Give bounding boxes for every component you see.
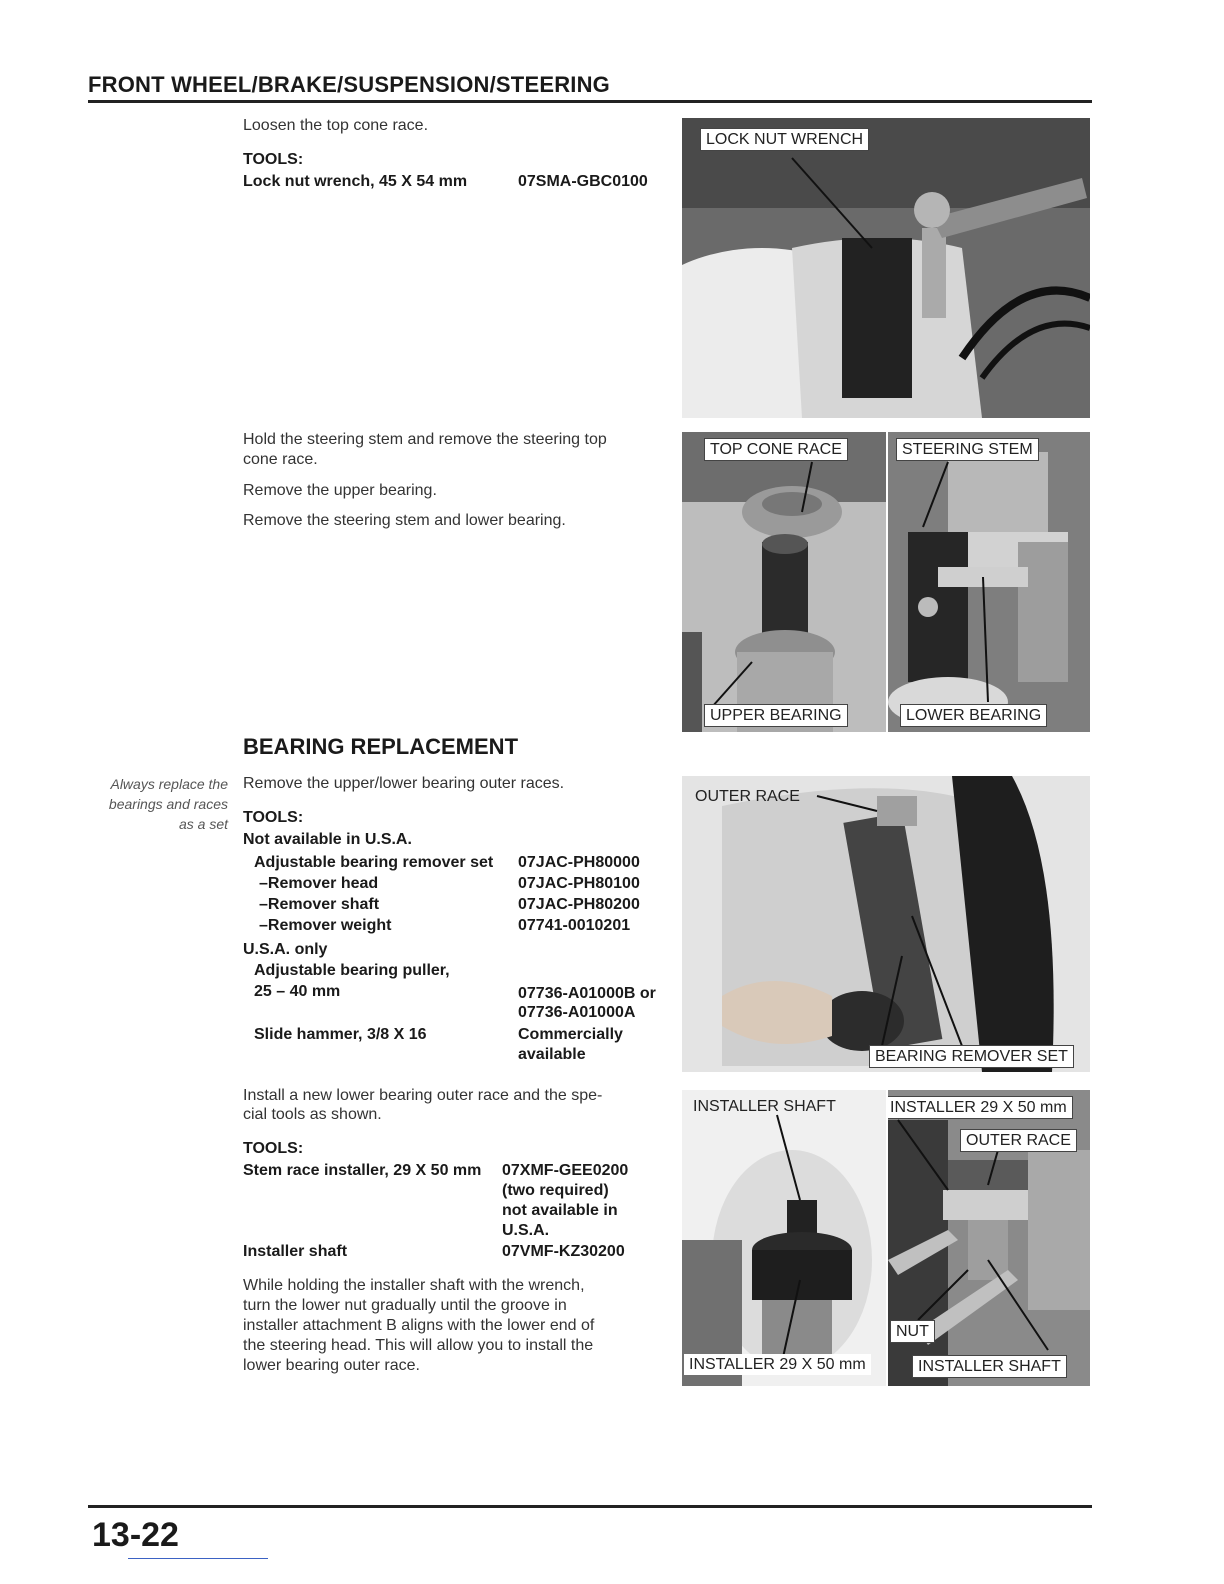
tool-row: [259, 894, 640, 915]
side-note-line3: as a set: [178, 816, 228, 832]
tool-row: [254, 852, 640, 873]
section1-intro: Loosen the top cone race.: [243, 117, 429, 134]
tool-code: 07JAC-PH80000: [518, 854, 640, 871]
section2-p2: Remove the upper bearing.: [243, 482, 437, 499]
page-number: 13-22: [92, 1516, 179, 1554]
puller-code1: 07736-A01000B or: [518, 985, 656, 1002]
photo-steering-stem: [888, 432, 1090, 732]
photo-top-cone-race: [682, 432, 886, 732]
stem-code2: (two required): [502, 1182, 609, 1199]
tool-row: [259, 915, 640, 936]
photo-installer-nut: [888, 1090, 1090, 1386]
page-link-underline: [128, 1558, 268, 1559]
tool-row: [259, 873, 640, 894]
section2-p3: Remove the steering stem and lower bearing.: [243, 512, 566, 529]
section2-p1-line2: cone race.: [243, 451, 318, 468]
callout-installer-shaft-left: INSTALLER SHAFT: [693, 1098, 836, 1115]
page-title: FRONT WHEEL/BRAKE/SUSPENSION/STEERING: [88, 72, 610, 97]
tool-name: –Remover head: [259, 875, 379, 892]
stem-code4: U.S.A.: [502, 1222, 550, 1239]
callout-outer-race: OUTER RACE: [695, 788, 800, 805]
stem-name: Stem race installer, 29 X 50 mm: [243, 1162, 482, 1179]
photo-lock-nut-wrench: [682, 118, 1090, 418]
install-p1-line2: cial tools as shown.: [243, 1106, 382, 1123]
side-note-line2: bearings and races: [108, 796, 228, 812]
callout-installer-29-bottom: INSTALLER 29 X 50 mm: [684, 1354, 871, 1375]
install-p2-line1: While holding the installer shaft with the wrench,: [243, 1277, 585, 1294]
callout-installer-29-top: INSTALLER 29 X 50 mm: [888, 1096, 1073, 1119]
puller-code2: 07736-A01000A: [518, 1004, 636, 1021]
callout-nut: NUT: [890, 1320, 935, 1343]
install-p1-line1: Install a new lower bearing outer race and the spe-: [243, 1087, 603, 1104]
callout-lower-bearing: LOWER BEARING: [900, 704, 1047, 727]
not-available-usa: Not available in U.S.A.: [243, 831, 412, 848]
section1-tool-name: Lock nut wrench, 45 X 54 mm: [243, 173, 468, 190]
callout-installer-shaft-right: INSTALLER SHAFT: [912, 1355, 1067, 1378]
tool-name: Adjustable bearing remover set: [254, 854, 494, 871]
install-p2-line3: installer attachment B aligns with the lower end of: [243, 1317, 595, 1334]
bearing-tools-label: TOOLS:: [243, 809, 304, 826]
tool-code: 07JAC-PH80200: [518, 896, 640, 913]
install-tools-label: TOOLS:: [243, 1140, 304, 1157]
callout-bearing-remover-set: BEARING REMOVER SET: [869, 1045, 1074, 1068]
hammer-code2: available: [518, 1046, 586, 1063]
tool-code: 07JAC-PH80100: [518, 875, 640, 892]
usa-only: U.S.A. only: [243, 941, 328, 958]
bearing-heading: BEARING REPLACEMENT: [243, 734, 519, 759]
puller-line1: Adjustable bearing puller,: [254, 962, 450, 979]
section1-tool-code: 07SMA-GBC0100: [518, 173, 648, 190]
stem-code1: 07XMF-GEE0200: [502, 1162, 629, 1179]
section2-p1-line1: Hold the steering stem and remove the steering top: [243, 431, 607, 448]
tool-name: –Remover weight: [259, 917, 392, 934]
callout-steering-stem: STEERING STEM: [896, 438, 1039, 461]
callout-outer-race-2: OUTER RACE: [960, 1129, 1077, 1152]
photo-bearing-remover: [682, 776, 1090, 1072]
hammer-code1: Commercially: [518, 1026, 623, 1043]
install-p2-line4: the steering head. This will allow you to install the: [243, 1337, 594, 1354]
stem-code3: not available in: [502, 1202, 618, 1219]
section1-tools-label: TOOLS:: [243, 151, 304, 168]
shaft-code: 07VMF-KZ30200: [502, 1243, 625, 1260]
shaft-name: Installer shaft: [243, 1243, 348, 1260]
side-note-line1: Always replace the: [110, 776, 228, 792]
tool-name: –Remover shaft: [259, 896, 380, 913]
hammer-name: Slide hammer, 3/8 X 16: [254, 1026, 427, 1043]
install-p2-line5: lower bearing outer race.: [243, 1357, 420, 1374]
callout-upper-bearing: UPPER BEARING: [704, 704, 848, 727]
puller-line2: 25 – 40 mm: [254, 983, 341, 1000]
side-note: [88, 774, 228, 834]
callout-lock-nut-wrench: LOCK NUT WRENCH: [700, 128, 869, 151]
photo-installer-shaft: [682, 1090, 886, 1386]
header-rule: [88, 100, 1092, 103]
bearing-intro: Remove the upper/lower bearing outer races.: [243, 775, 565, 792]
callout-top-cone-race: TOP CONE RACE: [704, 438, 848, 461]
tool-code: 07741-0010201: [518, 917, 631, 934]
bearing-tools-table: [254, 852, 640, 936]
install-p2-line2: turn the lower nut gradually until the groove in: [243, 1297, 567, 1314]
footer-rule: [88, 1505, 1092, 1508]
